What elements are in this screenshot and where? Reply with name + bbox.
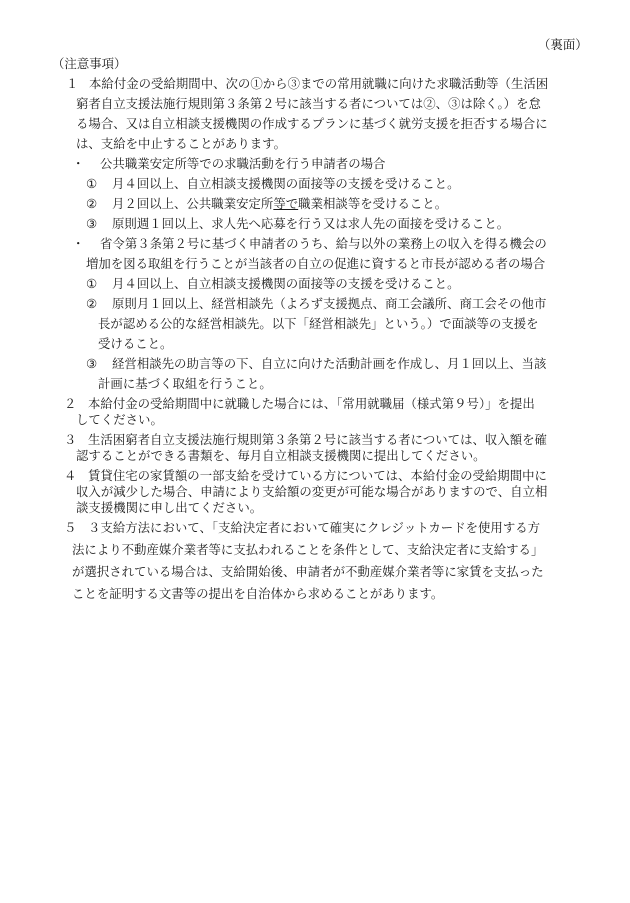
item-number: １ <box>66 76 79 91</box>
circled-number-3: ③ <box>86 356 98 371</box>
sub-item-text: 原則月１回以上、経営相談先（よろず支援拠点、商工会議所、商工会その他市 <box>112 296 547 311</box>
circled-number-1: ① <box>86 176 98 191</box>
item-text-line: る場合、又は自立相談支援機関の作成するプランに基づく就労支援を拒否する場合に <box>76 116 548 131</box>
item-text-line: 賃貸住宅の家賃額の一部支給を受けている方については、本給付金の受給期間中に <box>88 468 547 483</box>
sub-item-text: 原則週１回以上、求人先へ応募を行う又は求人先の面接を受けること。 <box>112 216 510 231</box>
item-number: ５ <box>64 520 77 535</box>
sub-item-text: 月２回以上、公共職業安定所等で職業相談等を受けること。 <box>112 196 448 211</box>
item-text-line: 認することができる書類を、毎月自立相談支援機関に提出してください。 <box>76 448 486 463</box>
sub-item-text: 経営相談先の助言等の下、自立に向けた活動計画を作成し、月１回以上、当該 <box>112 356 547 371</box>
item-text-line: ３支給方法において、「支給決定者において確実にクレジットカードを使用する方 <box>88 520 541 535</box>
circled-number-3: ③ <box>86 216 98 231</box>
item-number: ３ <box>64 432 77 447</box>
bullet-text: 増加を図る取組を行うことが当該者の自立の促進に資すると市長が認める者の場合 <box>86 256 546 271</box>
item-text-line: ことを証明する文書等の提出を自治体から求めることがあります。 <box>72 586 444 601</box>
sub-item-text: 月４回以上、自立相談支援機関の面接等の支援を受けること。 <box>112 176 460 191</box>
bullet-text: 省令第３条第２号に基づく申請者のうち、給与以外の業務上の収入を得る機会の <box>100 236 547 251</box>
item-text-line: 本給付金の受給期間中、次の①から③までの常用就職に向けた求職活動等（生活困 <box>89 76 549 91</box>
circled-number-1: ① <box>86 276 98 291</box>
bullet-mark: ・ <box>72 156 85 171</box>
item-text-line: 窮者自立支援法施行規則第３条第２号に該当する者については②、③は除く。）を怠 <box>76 96 541 111</box>
bullet-text: 公共職業安定所等での求職活動を行う申請者の場合 <box>100 156 386 171</box>
underlined-text: 等で <box>273 196 299 211</box>
circled-number-2: ② <box>86 196 98 211</box>
item-text-line: が選択されている場合は、支給開始後、申請者が不動産媒介業者等に家賃を支払った <box>72 564 544 579</box>
item-number: ２ <box>64 396 77 411</box>
page-side-label: （裏面） <box>538 37 588 52</box>
item-text-line: 本給付金の受給期間中に就職した場合には、「常用就職届（様式第９号）」を提出 <box>88 396 535 411</box>
sub-item-text: 長が認める公的な経営相談先。以下「経営相談先」という。）で面談等の支援を <box>98 316 539 331</box>
circled-number-2: ② <box>86 296 98 311</box>
sub-item-text: 月４回以上、自立相談支援機関の面接等の支援を受けること。 <box>112 276 460 291</box>
item-number: ４ <box>64 468 77 483</box>
item-text-line: 談支援機関に申し出てください。 <box>76 500 263 515</box>
item-text-line: 法により不動産媒介業者等に支払われることを条件として、支給決定者に支給する」 <box>72 542 544 557</box>
sub-item-text: 計画に基づく取組を行うこと。 <box>98 376 272 391</box>
item-text-line: は、支給を中止することがあります。 <box>76 136 286 151</box>
sub-item-text: 受けること。 <box>98 336 173 351</box>
bullet-mark: ・ <box>72 236 85 251</box>
item-text-line: 収入が減少した場合、申請により支給額の変更が可能な場合がありますので、自立相 <box>76 484 548 499</box>
notes-title: （注意事項） <box>52 56 127 71</box>
item-text-line: 生活困窮者自立支援法施行規則第３条第２号に該当する者については、収入額を確 <box>88 432 547 447</box>
item-text-line: してください。 <box>76 412 163 427</box>
